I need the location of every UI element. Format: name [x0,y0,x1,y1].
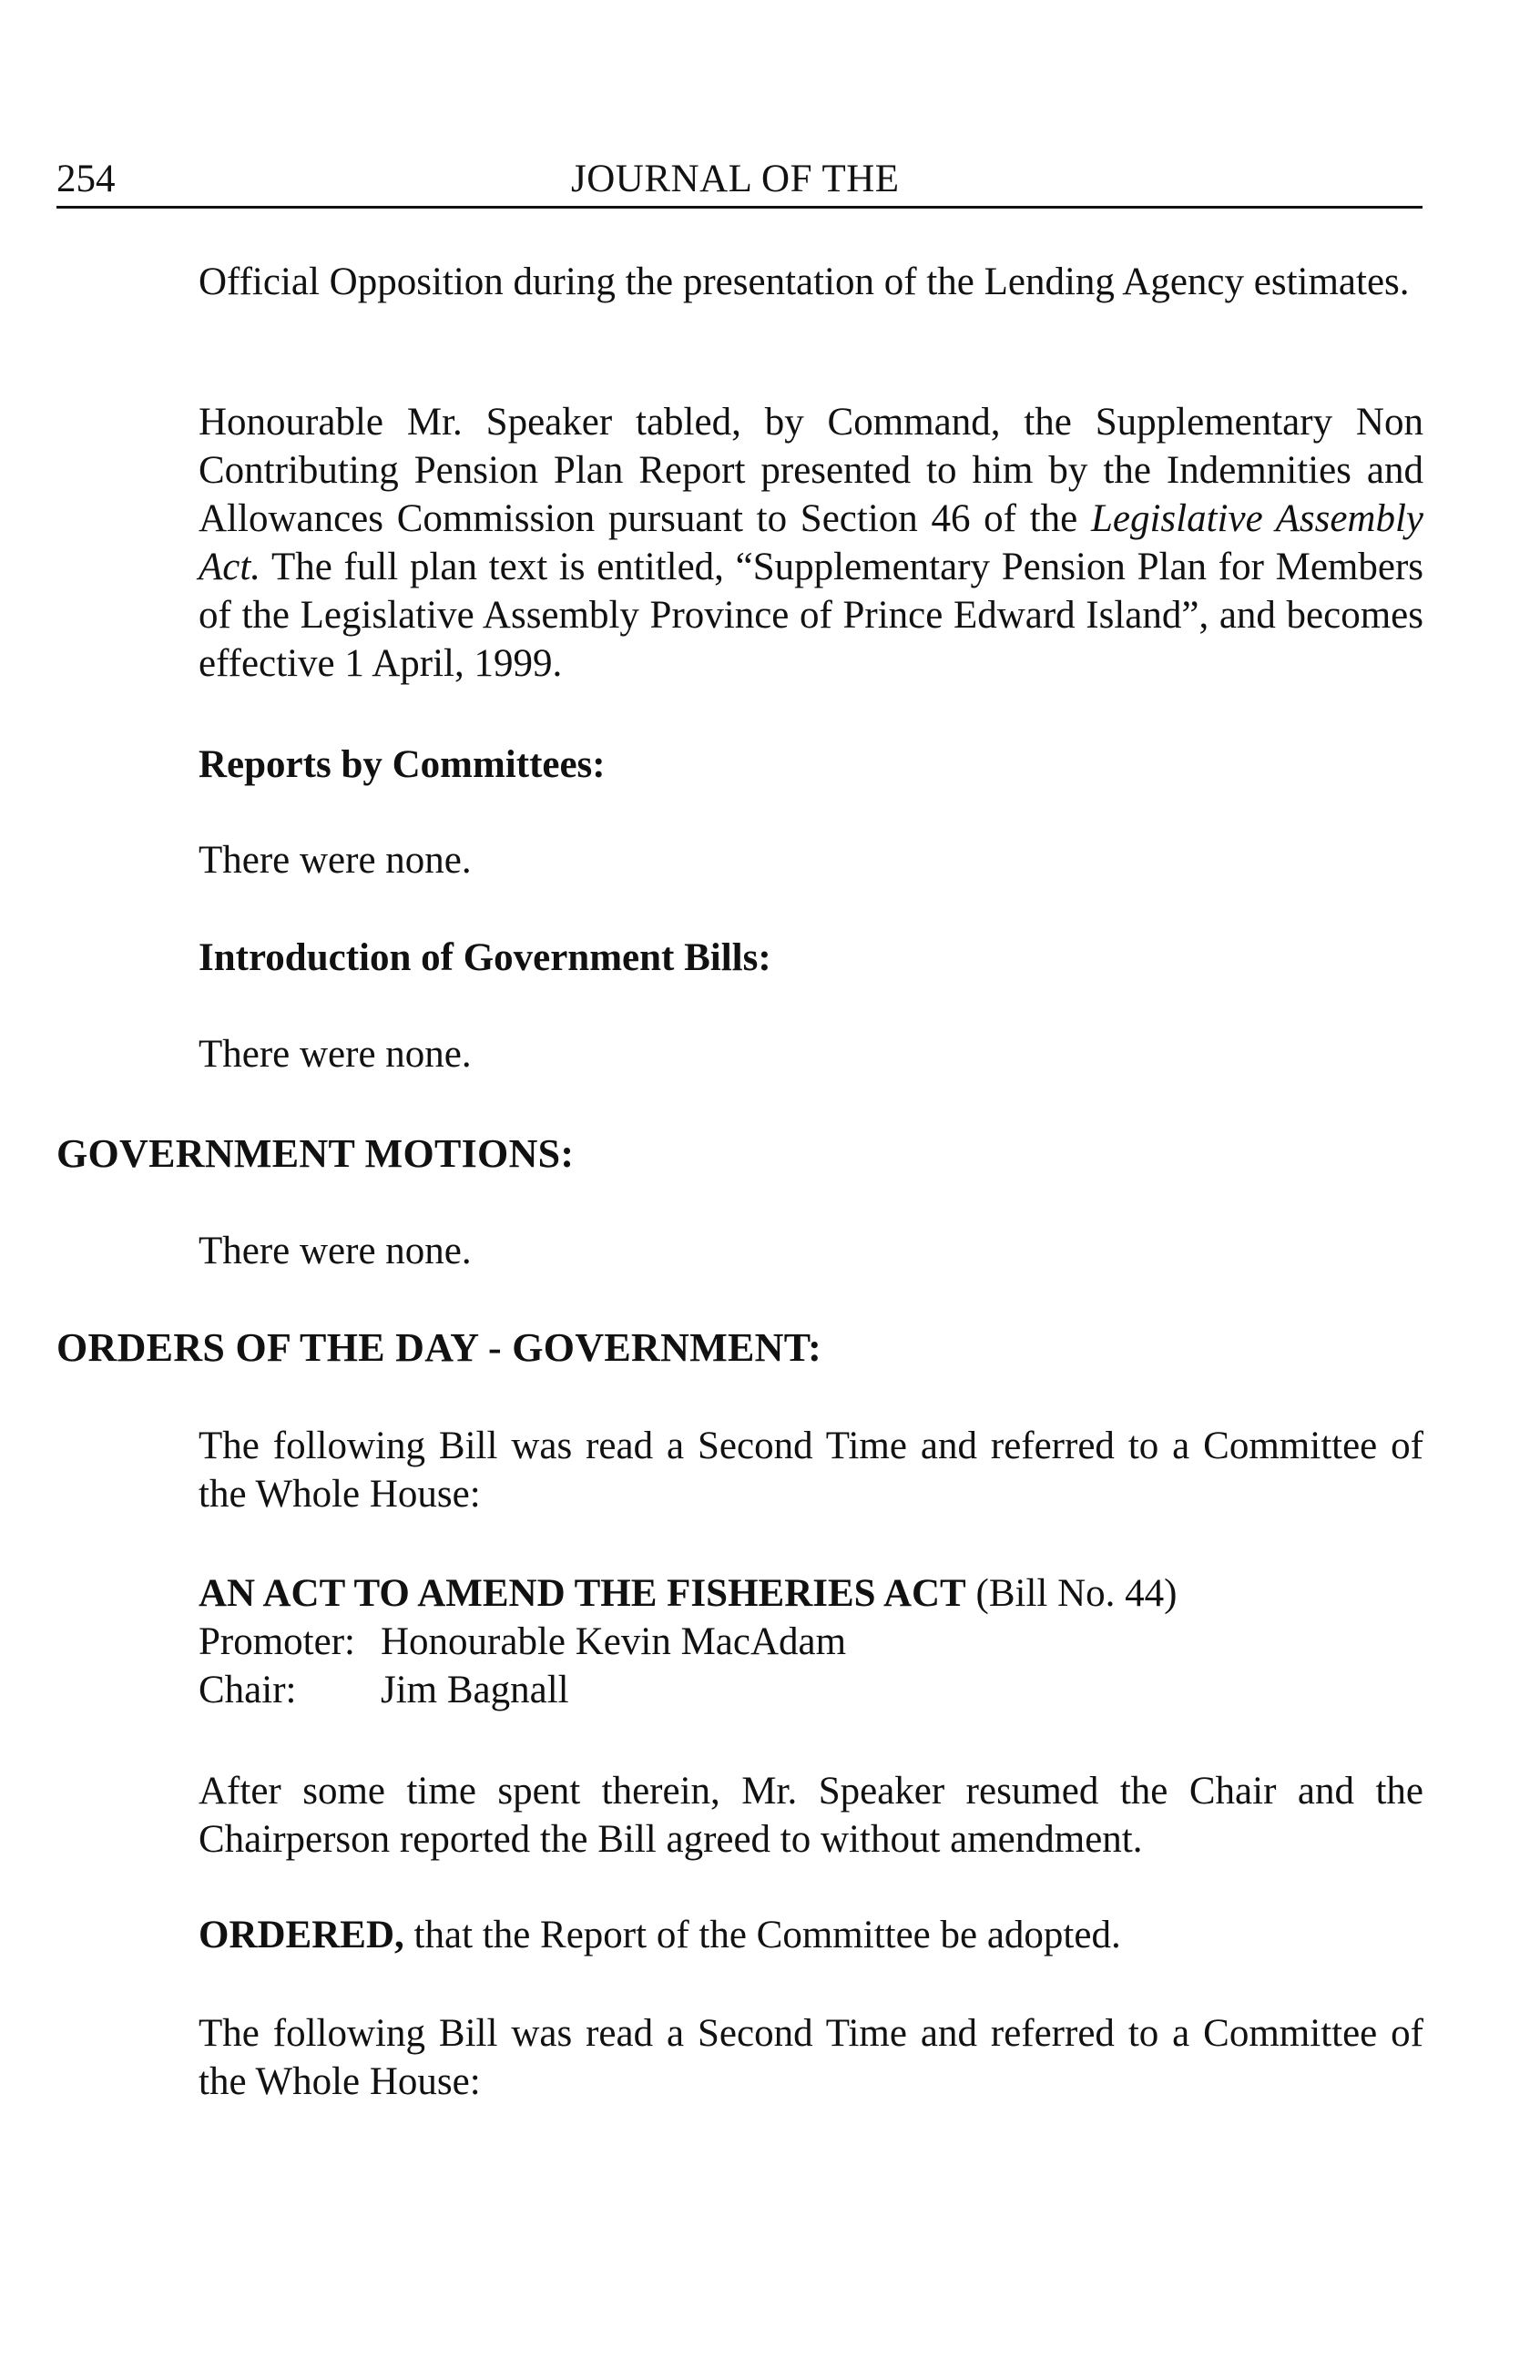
promoter-name: Honourable Kevin MacAdam [381,1620,847,1663]
page-header [56,146,1423,209]
act-title-italic: Legislative Assembly Act. [199,497,1423,588]
bill1-ordered [199,1911,1423,1959]
chair-label: Chair: [199,1669,297,1711]
promoter-label: Promoter: [199,1620,355,1663]
ordered-label: ORDERED, [199,1914,404,1956]
heading-orders-of-the-day: ORDERS OF THE DAY - GOVERNMENT: [56,1325,822,1370]
paragraph-opposition: Official Opposition during the presentation of the Lending Agency estimates. [199,260,1410,303]
motions-body: There were none. [199,1230,472,1272]
heading-reports-by-committees: Reports by Committees: [199,743,606,786]
bill2-intro: The following Bill was read a Second Time and referred to a Committee of the Whole House: [199,2012,1423,2103]
chair-name: Jim Bagnall [381,1669,569,1711]
intro-body: There were none. [199,1033,472,1076]
bill1-promoter-row [199,1618,1423,1666]
bill1-title: AN ACT TO AMEND THE FISHERIES ACT [199,1572,966,1615]
bill1-chair-row [199,1666,1423,1714]
bill1-number: (Bill No. 44) [965,1572,1178,1615]
heading-government-motions: GOVERNMENT MOTIONS: [56,1131,575,1176]
reports-body: There were none. [199,839,472,882]
ordered-text: that the Report of the Committee be adopted. [403,1914,1121,1956]
paragraph-pension-report [199,398,1423,688]
running-head: JOURNAL OF THE [571,158,900,200]
bill1-intro: The following Bill was read a Second Time and referred to a Committee of the Whole House: [199,1425,1423,1516]
page-number: 254 [56,158,116,200]
heading-introduction-bills: Introduction of Government Bills: [199,936,771,979]
pension-report-text-b: The full plan text is entitled, “Supplementary Pension Plan for Members of the Legislative Assembly Province of Prince Edward Island”, and becomes effective 1 April, 1999. [199,546,1423,685]
bill1-title-line [199,1569,1423,1618]
bill1-after: After some time spent therein, Mr. Speaker resumed the Chair and the Chairperson reported the Bill agreed to without amendment. [199,1770,1423,1861]
pension-report-text-a: Honourable Mr. Speaker tabled, by Command, the Supplementary Non Contributing Pension Plan Report presented to him by the Indemnities and Allowances Commission pursuant to Section 46 of the [199,401,1423,540]
